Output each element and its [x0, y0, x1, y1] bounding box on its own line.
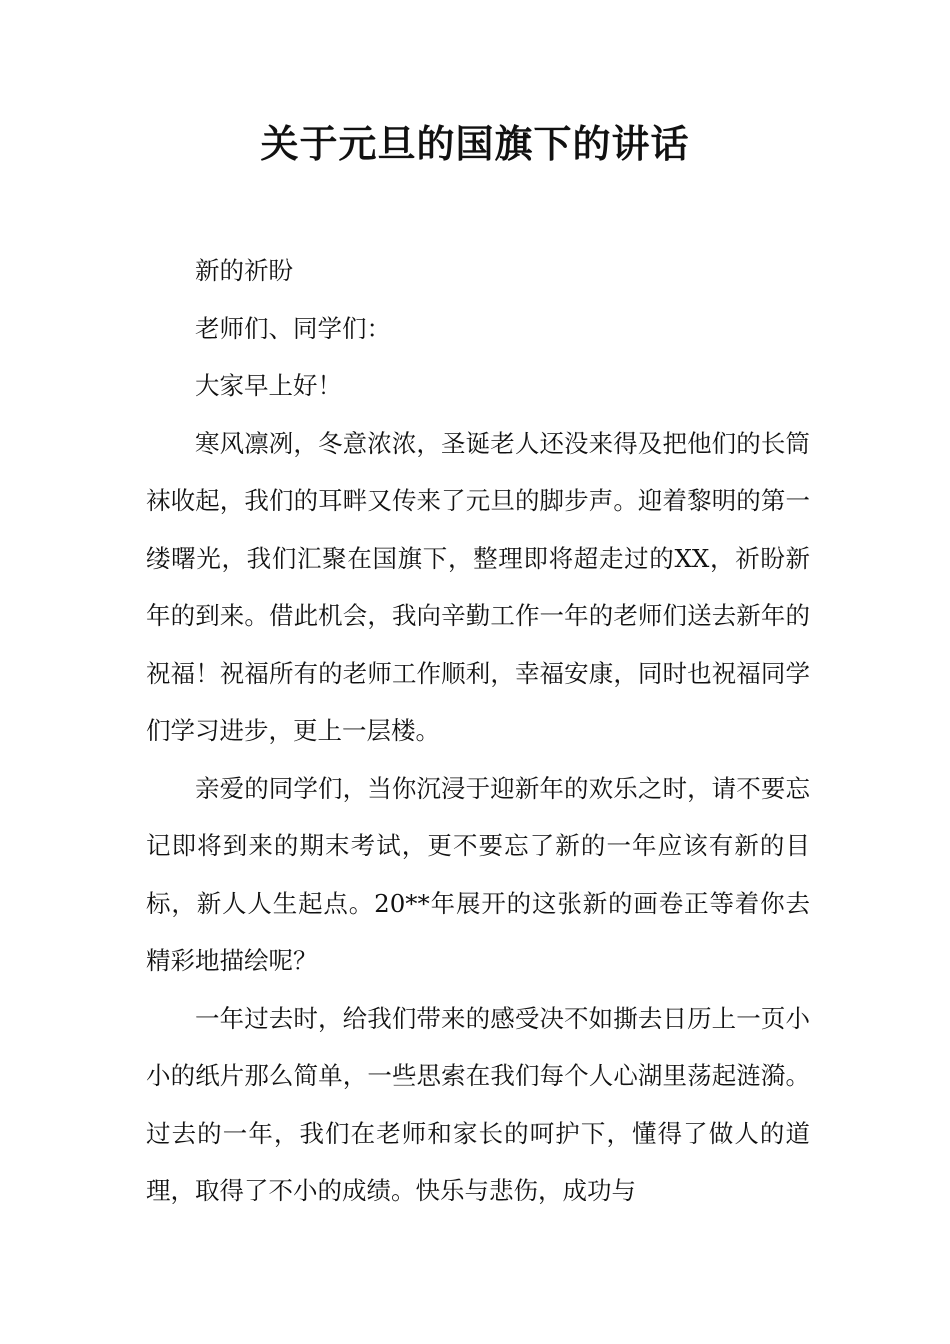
paragraph: 一年过去时，给我们带来的感受决不如撕去日历上一页小小的纸片那么简单，一些思索在我们每个人心湖里荡起涟漪。过去的一年，我们在老师和家长的呵护下，懂得了做人的道理，取得了不小的成绩。快乐与悲伤，成功与	[146, 1003, 810, 1205]
paragraph-good-morning: 大家早上好！	[195, 371, 342, 400]
document-title: 关于元旦的国旗下的讲话	[260, 121, 690, 166]
paragraph: 寒风凛冽，冬意浓浓，圣诞老人还没来得及把他们的长筒袜收起，我们的耳畔又传来了元旦的脚步声。迎着黎明的第一缕曙光，我们汇聚在国旗下，整理即将超走过的XX，祈盼新年的到来。借此机会，我向辛勤工作一年的老师们送去新年的祝福！祝福所有的老师工作顺利，幸福安康，同时也祝福同学们学习进步，更上一层楼。	[146, 428, 810, 745]
paragraph-heading: 新的祈盼	[195, 256, 293, 285]
paragraph-greeting: 老师们、同学们：	[195, 313, 391, 343]
paragraph: 亲爱的同学们，当你沉浸于迎新年的欢乐之时，请不要忘记即将到来的期末考试，更不要忘了新的一年应该有新的目标，新人人生起点。20**年展开的这张新的画卷正等着你去精彩地描绘呢？	[146, 773, 810, 975]
document-body	[146, 242, 810, 1220]
